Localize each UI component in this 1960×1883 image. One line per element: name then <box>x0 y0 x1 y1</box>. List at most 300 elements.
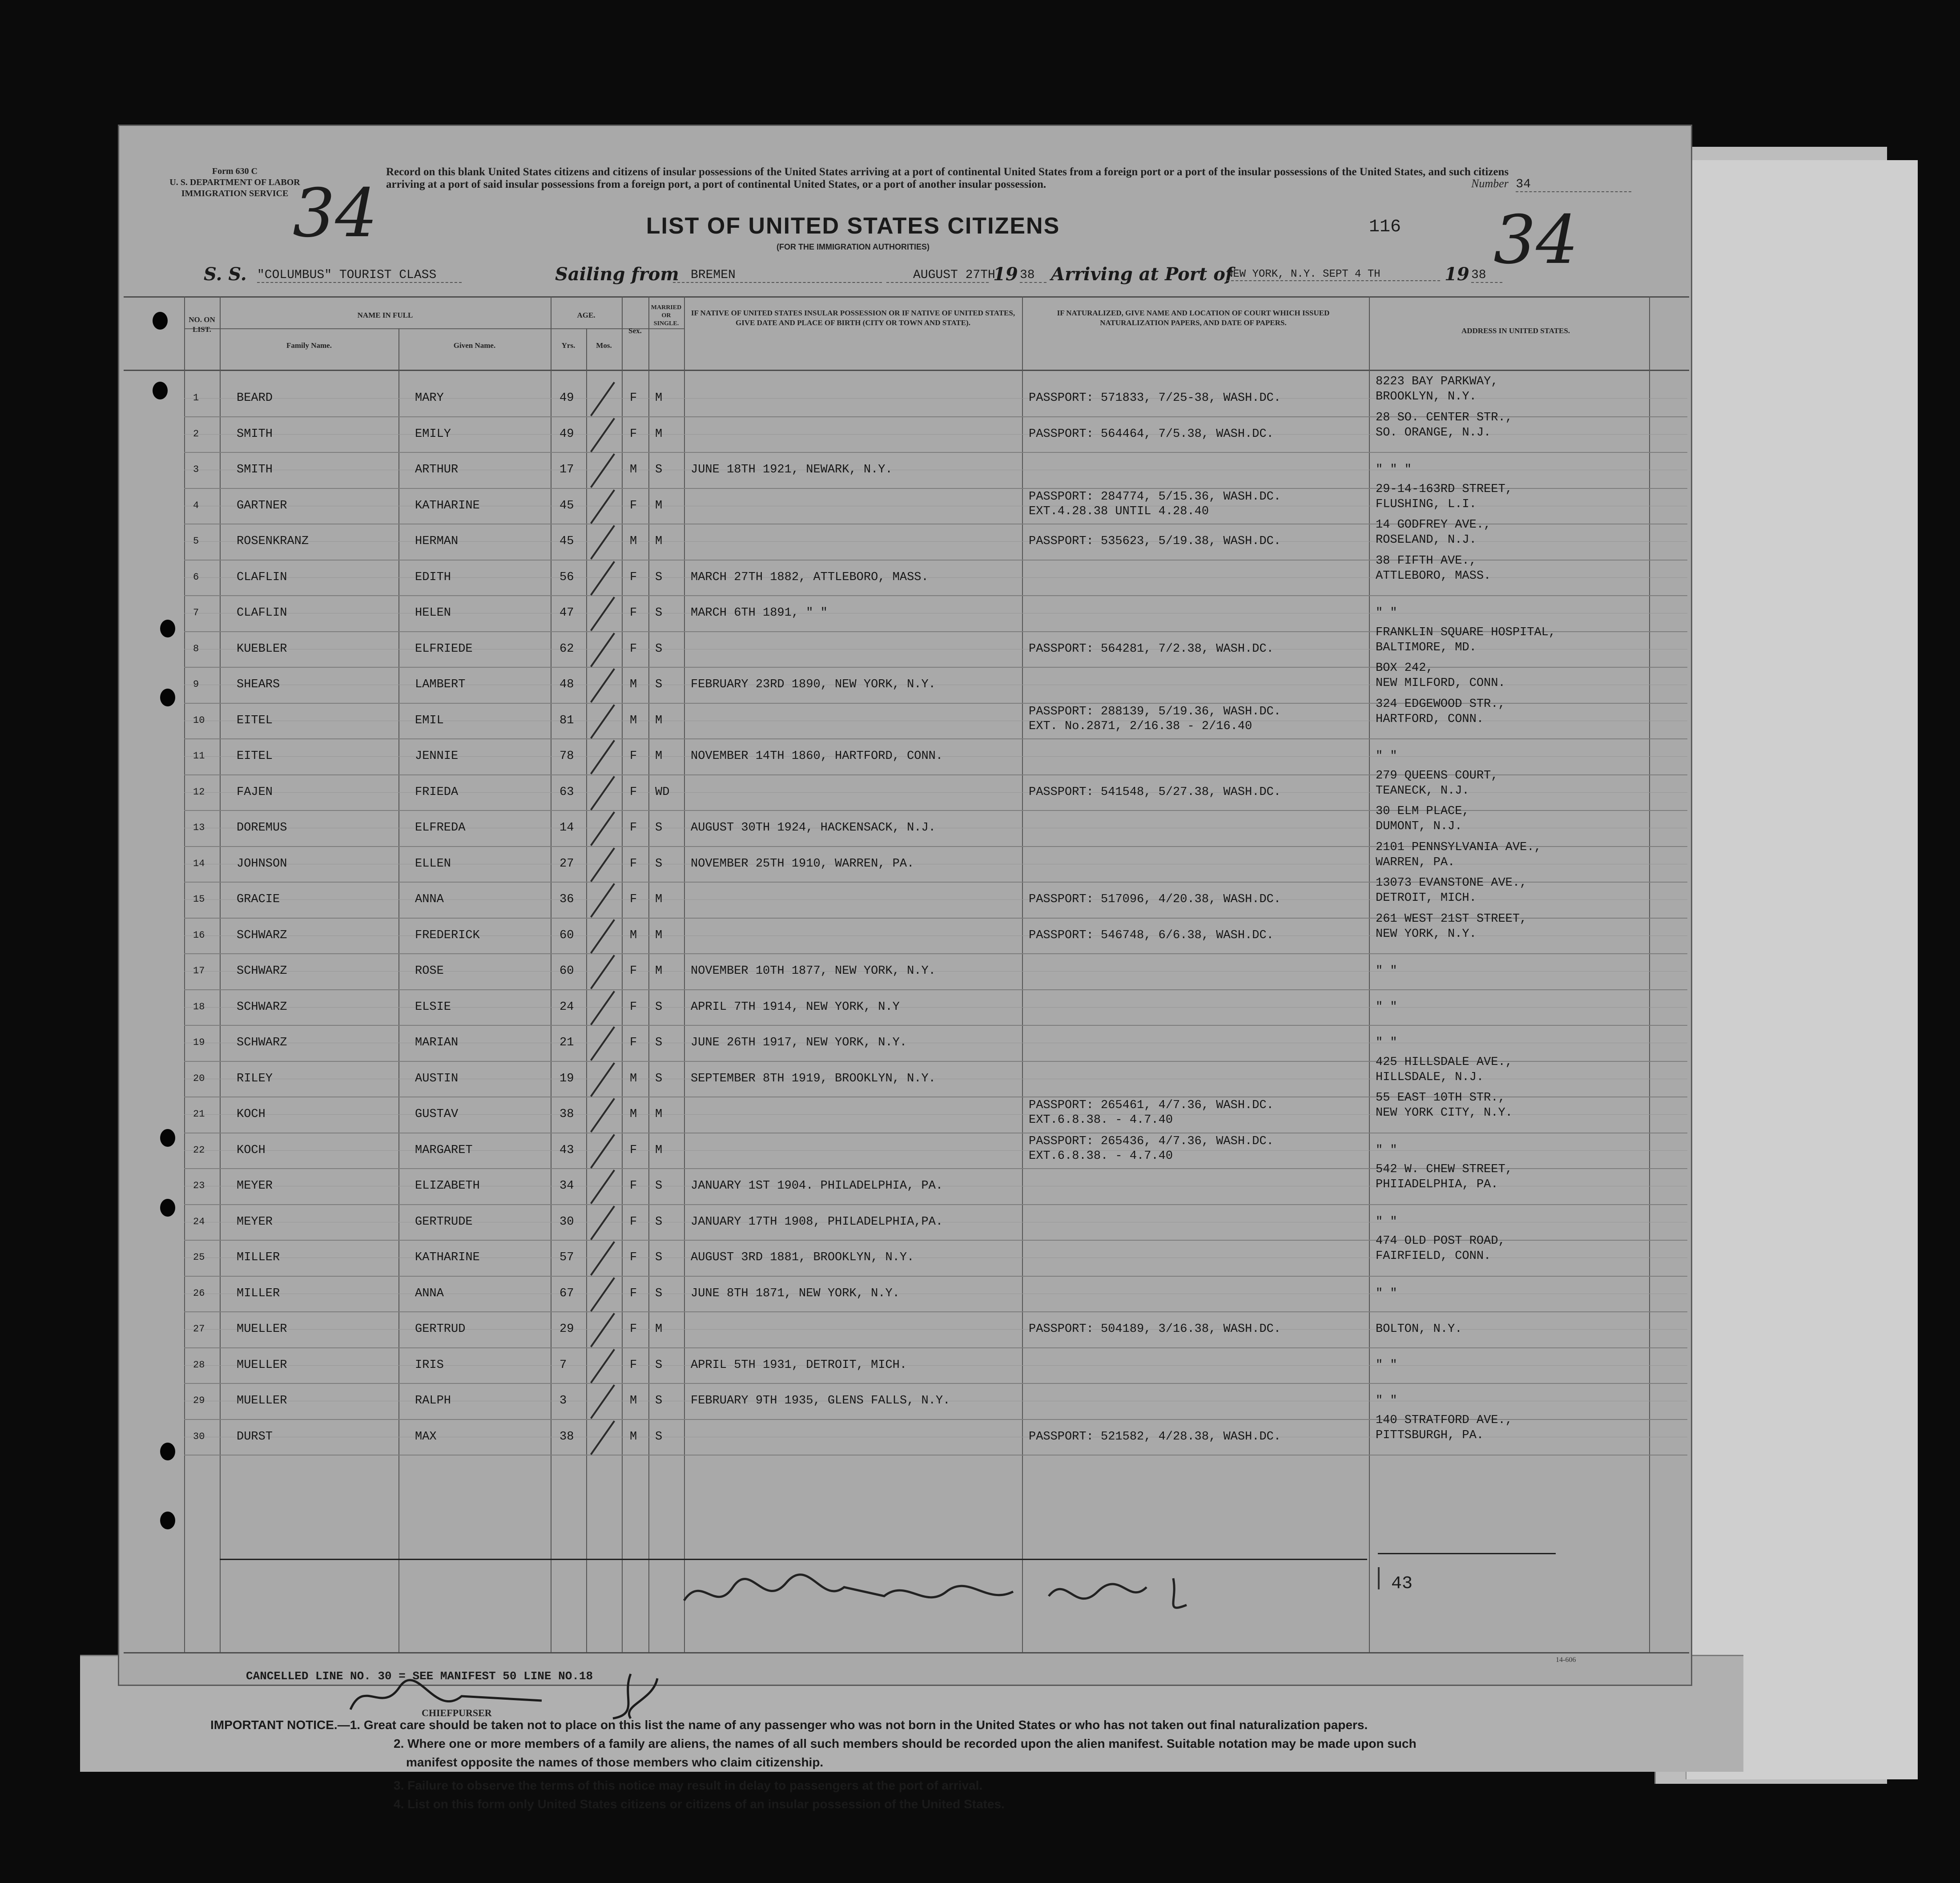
arriving-label: Arriving at Port of <box>1051 264 1233 285</box>
address-line-1: " " <box>1376 1286 1397 1300</box>
row-number: 5 <box>193 536 199 547</box>
row-number: 24 <box>193 1216 205 1227</box>
punch-hole <box>153 312 168 330</box>
birth-info: SEPTEMBER 8TH 1919, BROOKLYN, N.Y. <box>691 1072 936 1085</box>
row-number: 17 <box>193 965 205 977</box>
family-name: RILEY <box>237 1072 273 1085</box>
row-number: 16 <box>193 929 205 941</box>
family-name: EITEL <box>237 750 273 763</box>
page-stack-edge-back <box>1686 160 1918 1779</box>
birth-info: FEBRUARY 9TH 1935, GLENS FALLS, N.Y. <box>691 1394 950 1408</box>
birth-info: JANUARY 1ST 1904. PHILADELPHIA, PA. <box>691 1179 943 1193</box>
family-name: SCHWARZ <box>237 964 287 978</box>
marital-status: S <box>655 1430 663 1443</box>
address-line-2: HILLSDALE, N.J. <box>1376 1070 1484 1084</box>
given-name: RALPH <box>415 1394 451 1408</box>
row-subdivider <box>184 1150 1687 1151</box>
notice-item-2: 2. Where one or more members of a family are aliens, the names of all such members should be recorded upon the alien manifest. Suitable notation may be made upon such <box>394 1737 1417 1750</box>
sex: F <box>630 1215 637 1229</box>
ss-label: S. S. <box>204 264 247 285</box>
manifest-sheet <box>118 125 1692 1811</box>
naturalization-info: PASSPORT: 517096, 4/20.38, WASH.DC. <box>1029 893 1281 907</box>
age-years: 49 <box>559 427 574 441</box>
marital-status: S <box>655 1358 663 1372</box>
marital-status: M <box>655 1108 663 1121</box>
address-line-2: NEW YORK, N.Y. <box>1376 927 1477 941</box>
marital-status: M <box>655 1143 663 1157</box>
cancelled-note: CANCELLED LINE NO. 30 = SEE MANIFEST 50 LINE NO.18 <box>246 1669 593 1683</box>
sex: F <box>630 642 637 656</box>
address-line-2: FLUSHING, L.I. <box>1376 497 1477 511</box>
family-name: CLAFLIN <box>237 570 287 584</box>
sex: F <box>630 1143 637 1157</box>
address-line-2: TEANECK, N.J. <box>1376 784 1469 798</box>
row-divider <box>184 667 1687 668</box>
row-divider <box>184 1025 1687 1026</box>
naturalization-extension: EXT.4.28.38 UNTIL 4.28.40 <box>1029 504 1209 518</box>
service-label: IMMIGRATION SERVICE <box>181 189 289 198</box>
birth-info: JUNE 26TH 1917, NEW YORK, N.Y. <box>691 1036 907 1050</box>
given-name: ANNA <box>415 893 444 907</box>
address-line-1: " " <box>1376 1000 1397 1014</box>
row-number: 3 <box>193 464 199 476</box>
row-divider <box>184 1347 1687 1348</box>
age-years: 45 <box>559 535 574 548</box>
intro-text: Record on this blank United States citizens and citizens of insular possessions of the United States arriving at a port of continental United States from a foreign port or a port of the insular possessions of the United States, and such citizens arriving at a port of said insular possessions from a foreign port, a port of continental United States, or a port of another insular possession. <box>386 166 1509 190</box>
age-years: 14 <box>559 821 574 835</box>
address-line-2: DUMONT, N.J. <box>1376 820 1462 833</box>
sailing-from-label: Sailing from <box>555 264 679 285</box>
address-line-1: FRANKLIN SQUARE HOSPITAL, <box>1376 625 1556 639</box>
age-years: 3 <box>559 1394 567 1408</box>
marital-status: S <box>655 1179 663 1193</box>
age-years: 43 <box>559 1143 574 1157</box>
family-name: CLAFLIN <box>237 606 287 620</box>
marital-status: S <box>655 1286 663 1300</box>
month-slash-mark <box>590 489 615 524</box>
punch-hole <box>160 620 175 637</box>
age-years: 38 <box>559 1430 574 1443</box>
birth-info: JUNE 8TH 1871, NEW YORK, N.Y. <box>691 1286 900 1300</box>
family-name: MEYER <box>237 1179 273 1193</box>
address-line-1: " " <box>1376 606 1397 620</box>
age-years: 30 <box>559 1215 574 1229</box>
given-name: ELSIE <box>415 1000 451 1014</box>
header-address: ADDRESS IN UNITED STATES. <box>1461 327 1570 335</box>
handwritten-signature <box>675 1565 1342 1623</box>
address-line-1: 13073 EVANSTONE AVE., <box>1376 876 1527 890</box>
naturalization-info: PASSPORT: 288139, 5/19.36, WASH.DC. <box>1029 705 1281 718</box>
age-years: 27 <box>559 857 574 871</box>
month-slash-mark <box>590 418 615 452</box>
address-line-1: 140 STRATFORD AVE., <box>1376 1413 1513 1427</box>
row-number: 7 <box>193 607 199 619</box>
birth-info: APRIL 5TH 1931, DETROIT, MICH. <box>691 1358 907 1372</box>
marital-status: M <box>655 499 663 512</box>
header-months: Mos. <box>596 341 612 350</box>
naturalization-info: PASSPORT: 546748, 6/6.38, WASH.DC. <box>1029 928 1274 942</box>
row-number: 10 <box>193 714 205 726</box>
address-line-1: BOLTON, N.Y. <box>1376 1323 1462 1336</box>
sex: M <box>630 535 637 548</box>
notice-line-1 <box>210 1716 1368 1734</box>
punch-hole <box>160 1199 175 1217</box>
marital-status: S <box>655 1394 663 1408</box>
row-number: 27 <box>193 1323 205 1335</box>
given-name: EMIL <box>415 714 444 727</box>
family-name: SMITH <box>237 427 273 441</box>
marital-status: WD <box>655 785 670 799</box>
month-slash-mark <box>590 776 615 810</box>
month-slash-mark <box>590 1384 615 1419</box>
sex: F <box>630 606 637 620</box>
notice-item-2-continued: manifest opposite the names of those members who claim citizenship. <box>406 1755 824 1769</box>
cancelled-line-strike <box>220 1559 1367 1560</box>
sex: M <box>630 678 637 692</box>
age-years: 56 <box>559 570 574 584</box>
month-slash-mark <box>590 811 615 846</box>
given-name: EDITH <box>415 570 451 584</box>
family-name: BEARD <box>237 391 273 405</box>
address-line-2: HARTFORD, CONN. <box>1376 712 1484 726</box>
age-years: 21 <box>559 1036 574 1050</box>
family-name: SCHWARZ <box>237 1000 287 1014</box>
arrival-year-prefix: 19 <box>1445 264 1469 285</box>
age-years: 34 <box>559 1179 574 1193</box>
form-code: 14-606 <box>1556 1656 1576 1664</box>
row-divider <box>184 738 1687 739</box>
naturalization-extension: EXT.6.8.38. - 4.7.40 <box>1029 1149 1173 1163</box>
notice-item-3: 3. Failure to observe the terms of this notice may result in delay to passengers at the port of arrival. <box>394 1778 983 1792</box>
address-line-2: ATTLEBORO, MASS. <box>1376 569 1491 583</box>
given-name: IRIS <box>415 1358 444 1372</box>
marital-status: M <box>655 928 663 942</box>
family-name: DOREMUS <box>237 821 287 835</box>
age-years: 57 <box>559 1251 574 1265</box>
age-years: 7 <box>559 1358 567 1372</box>
birth-info: MARCH 6TH 1891, " " <box>691 606 828 620</box>
age-years: 63 <box>559 785 574 799</box>
month-slash-mark <box>590 1277 615 1312</box>
row-number: 22 <box>193 1144 205 1156</box>
number-value: 34 <box>1516 177 1631 192</box>
address-line-2: BROOKLYN, N.Y. <box>1376 390 1477 403</box>
family-name: SHEARS <box>237 678 280 692</box>
address-line-2: DETROIT, MICH. <box>1376 891 1477 905</box>
address-line-2: PITTSBURGH, PA. <box>1376 1428 1484 1442</box>
row-subdivider <box>184 1007 1687 1008</box>
marital-status: M <box>655 964 663 978</box>
given-name: LAMBERT <box>415 678 466 692</box>
row-divider <box>184 1455 1687 1456</box>
row-number: 23 <box>193 1180 205 1192</box>
sex: F <box>630 1036 637 1050</box>
given-name: ROSE <box>415 964 444 978</box>
handwritten-page-number-right: 34 <box>1493 202 1578 279</box>
family-name: MEYER <box>237 1215 273 1229</box>
month-slash-mark <box>590 1098 615 1133</box>
sex: F <box>630 1323 637 1336</box>
naturalization-info: PASSPORT: 541548, 5/27.38, WASH.DC. <box>1029 785 1281 799</box>
month-slash-mark <box>590 1062 615 1097</box>
row-number: 21 <box>193 1109 205 1120</box>
naturalization-info: PASSPORT: 284774, 5/15.36, WASH.DC. <box>1029 490 1281 504</box>
given-name: GERTRUD <box>415 1323 466 1336</box>
address-line-2: BALTIMORE, MD. <box>1376 641 1477 654</box>
given-name: ANNA <box>415 1286 444 1300</box>
given-name: KATHARINE <box>415 1251 480 1265</box>
row-divider <box>184 989 1687 990</box>
family-name: SMITH <box>237 463 273 477</box>
month-slash-mark <box>590 382 615 416</box>
family-name: KUEBLER <box>237 642 287 656</box>
naturalization-info: PASSPORT: 535623, 5/19.38, WASH.DC. <box>1029 535 1281 548</box>
punch-hole <box>160 1443 175 1460</box>
birth-info: FEBRUARY 23RD 1890, NEW YORK, N.Y. <box>691 678 936 692</box>
row-subdivider <box>184 971 1687 972</box>
sex: F <box>630 821 637 835</box>
age-years: 81 <box>559 714 574 727</box>
age-years: 29 <box>559 1323 574 1336</box>
row-divider <box>184 1383 1687 1384</box>
page-title: LIST OF UNITED STATES CITIZENS <box>646 213 1060 239</box>
month-slash-mark <box>590 668 615 703</box>
month-slash-mark <box>590 453 615 488</box>
number-label: Number <box>1471 177 1509 190</box>
month-slash-mark <box>590 740 615 774</box>
sex: F <box>630 785 637 799</box>
page-subtitle: (FOR THE IMMIGRATION AUTHORITIES) <box>777 242 930 251</box>
row-number: 1 <box>193 392 199 404</box>
sailing-year-prefix: 19 <box>993 264 1018 285</box>
address-line-2: ROSELAND, N.J. <box>1376 533 1477 547</box>
handwritten-page-number-left: 34 <box>293 175 378 252</box>
marital-status: M <box>655 391 663 405</box>
form-id-block <box>168 166 302 199</box>
row-subdivider <box>184 1365 1687 1366</box>
row-number: 12 <box>193 786 205 798</box>
row-divider <box>184 1311 1687 1312</box>
punch-hole <box>153 382 168 399</box>
header-family-name: Family Name. <box>286 341 332 350</box>
arrival-year: 38 <box>1471 268 1502 283</box>
number-field <box>1471 177 1658 192</box>
row-divider <box>184 452 1687 453</box>
marital-status: M <box>655 427 663 441</box>
naturalization-info: PASSPORT: 521582, 4/28.38, WASH.DC. <box>1029 1430 1281 1443</box>
given-name: KATHARINE <box>415 499 480 512</box>
address-line-2: PHIIADELPHIA, PA. <box>1376 1178 1498 1191</box>
marital-status: M <box>655 750 663 763</box>
address-line-1: 474 OLD POST ROAD, <box>1376 1234 1505 1248</box>
row-number: 4 <box>193 500 199 511</box>
row-number: 14 <box>193 858 205 869</box>
given-name: HELEN <box>415 606 451 620</box>
box-bracket <box>1378 1567 1380 1589</box>
row-divider <box>184 1276 1687 1277</box>
address-line-1: 55 EAST 10TH STR., <box>1376 1091 1505 1105</box>
age-years: 48 <box>559 678 574 692</box>
address-line-1: " " <box>1376 750 1397 763</box>
notice-item-1: —1. Great care should be taken not to place on this list the name of any passenger who was not born in the United States or who has not taken out final naturalization papers. <box>337 1718 1368 1732</box>
naturalization-info: PASSPORT: 564281, 7/2.38, WASH.DC. <box>1029 642 1274 656</box>
family-name: GARTNER <box>237 499 287 512</box>
row-number: 29 <box>193 1395 205 1407</box>
row-number: 28 <box>193 1359 205 1371</box>
marital-status: S <box>655 606 663 620</box>
given-name: MARIAN <box>415 1036 459 1050</box>
row-number: 6 <box>193 571 199 583</box>
purser-signature <box>346 1669 746 1723</box>
family-name: SCHWARZ <box>237 1036 287 1050</box>
row-number: 13 <box>193 822 205 834</box>
birth-info: APRIL 7TH 1914, NEW YORK, N.Y <box>691 1000 900 1014</box>
birth-info: MARCH 27TH 1882, ATTLEBORO, MASS. <box>691 570 929 584</box>
age-years: 17 <box>559 463 574 477</box>
sex: F <box>630 750 637 763</box>
row-number: 25 <box>193 1252 205 1263</box>
sex: M <box>630 1108 637 1121</box>
month-slash-mark <box>590 1349 615 1383</box>
sailing-year: 38 <box>1020 268 1046 283</box>
age-years: 60 <box>559 928 574 942</box>
address-line-1: " " <box>1376 1036 1397 1050</box>
row-number: 9 <box>193 679 199 690</box>
sex: M <box>630 463 637 477</box>
box-number: 43 <box>1391 1574 1413 1594</box>
address-line-1: BOX 242, <box>1376 661 1433 675</box>
marital-status: S <box>655 1000 663 1014</box>
marital-status: M <box>655 714 663 727</box>
notice-item-4: 4. List on this form only United States citizens or citizens of an insular possession of the United States. <box>394 1797 1005 1811</box>
voyage-line <box>204 264 1689 286</box>
address-line-1: " " <box>1376 1215 1397 1229</box>
naturalization-info: PASSPORT: 564464, 7/5.38, WASH.DC. <box>1029 427 1274 441</box>
naturalization-extension: EXT. No.2871, 2/16.38 - 2/16.40 <box>1029 719 1252 733</box>
form-number: Form 630 C <box>212 166 258 176</box>
naturalization-info: PASSPORT: 571833, 7/25-38, WASH.DC. <box>1029 391 1281 405</box>
given-name: ELLEN <box>415 857 451 871</box>
address-line-1: 30 ELM PLACE, <box>1376 805 1469 818</box>
family-name: GRACIE <box>237 893 280 907</box>
marital-status: S <box>655 1036 663 1050</box>
naturalization-info: PASSPORT: 265436, 4/7.36, WASH.DC. <box>1029 1134 1274 1148</box>
chief-purser-label: CHIEFPURSER <box>422 1707 492 1718</box>
given-name: HERMAN <box>415 535 459 548</box>
family-name: MUELLER <box>237 1394 287 1408</box>
month-slash-mark <box>590 1169 615 1204</box>
ship-name: "COLUMBUS" TOURIST CLASS <box>257 268 462 283</box>
punch-hole <box>160 1129 175 1147</box>
birth-info: NOVEMBER 14TH 1860, HARTFORD, CONN. <box>691 750 943 763</box>
given-name: ELIZABETH <box>415 1179 480 1193</box>
sex: F <box>630 1286 637 1300</box>
month-slash-mark <box>590 1206 615 1240</box>
family-name: FAJEN <box>237 785 273 799</box>
age-years: 78 <box>559 750 574 763</box>
header-years: Yrs. <box>561 341 576 350</box>
given-name: EMILY <box>415 427 451 441</box>
row-number: 19 <box>193 1037 205 1048</box>
address-line-2: FAIRFIELD, CONN. <box>1376 1250 1491 1263</box>
row-number: 8 <box>193 643 199 654</box>
birth-info: AUGUST 3RD 1881, BROOKLYN, N.Y. <box>691 1251 914 1265</box>
family-name: ROSENKRANZ <box>237 535 309 548</box>
address-line-1: 28 SO. CENTER STR., <box>1376 411 1513 424</box>
address-line-1: " " <box>1376 1143 1397 1157</box>
age-years: 36 <box>559 893 574 907</box>
address-line-1: 29-14-163RD STREET, <box>1376 482 1513 496</box>
address-line-1: " " <box>1376 1394 1397 1408</box>
age-years: 67 <box>559 1286 574 1300</box>
address-line-1: " " <box>1376 964 1397 978</box>
sex: M <box>630 1430 637 1443</box>
given-name: MARY <box>415 391 444 405</box>
age-years: 49 <box>559 391 574 405</box>
birth-info: JUNE 18TH 1921, NEWARK, N.Y. <box>691 463 893 477</box>
marital-status: S <box>655 1072 663 1085</box>
sex: M <box>630 714 637 727</box>
given-name: ELFRIEDE <box>415 642 473 656</box>
sex: F <box>630 427 637 441</box>
header-no: NO. ON LIST. <box>189 315 215 334</box>
header-naturalized: IF NATURALIZED, GIVE NAME AND LOCATION OF COURT WHICH ISSUED NATURALIZATION PAPERS, AND DATE OF PAPERS. <box>1057 309 1330 327</box>
punch-hole <box>160 689 175 706</box>
family-name: DURST <box>237 1430 273 1443</box>
month-slash-mark <box>590 991 615 1025</box>
month-slash-mark <box>590 1420 615 1455</box>
given-name: AUSTIN <box>415 1072 459 1085</box>
sex: F <box>630 1358 637 1372</box>
month-slash-mark <box>590 704 615 739</box>
family-name: EITEL <box>237 714 273 727</box>
sex: F <box>630 964 637 978</box>
sailing-date: AUGUST 27TH <box>886 268 989 283</box>
row-number: 2 <box>193 428 199 440</box>
sex: F <box>630 857 637 871</box>
family-name: MUELLER <box>237 1323 287 1336</box>
sex: F <box>630 570 637 584</box>
month-slash-mark <box>590 1026 615 1061</box>
given-name: ARTHUR <box>415 463 459 477</box>
address-line-1: 425 HILLSDALE AVE., <box>1376 1055 1513 1069</box>
family-name: KOCH <box>237 1108 266 1121</box>
marital-status: S <box>655 642 663 656</box>
address-line-1: 2101 PENNSYLVANIA AVE., <box>1376 840 1541 854</box>
address-line-1: 8223 BAY PARKWAY, <box>1376 375 1498 388</box>
sex: M <box>630 928 637 942</box>
row-number: 11 <box>193 750 205 762</box>
month-slash-mark <box>590 919 615 954</box>
given-name: FRIEDA <box>415 785 459 799</box>
age-years: 45 <box>559 499 574 512</box>
department-label: U. S. DEPARTMENT OF LABOR <box>169 177 300 187</box>
address-line-2: NEW YORK CITY, N.Y. <box>1376 1106 1513 1120</box>
header-given-name: Given Name. <box>453 341 496 350</box>
age-years: 38 <box>559 1108 574 1121</box>
address-line-2: NEW MILFORD, CONN. <box>1376 677 1505 690</box>
given-name: GERTRUDE <box>415 1215 473 1229</box>
sex: F <box>630 1179 637 1193</box>
arrival-port: NEW YORK, N.Y. SEPT 4 TH <box>1227 268 1440 281</box>
given-name: MARGARET <box>415 1143 473 1157</box>
birth-info: AUGUST 30TH 1924, HACKENSACK, N.J. <box>691 821 936 835</box>
family-name: MUELLER <box>237 1358 287 1372</box>
naturalization-extension: EXT.6.8.38. - 4.7.40 <box>1029 1113 1173 1127</box>
age-years: 47 <box>559 606 574 620</box>
header-native-birth: IF NATIVE OF UNITED STATES INSULAR POSSESSION OR IF NATIVE OF UNITED STATES, GIVE DATE AND PLACE OF BIRTH (CITY OR TOWN AND STATE). <box>691 309 1015 327</box>
row-divider <box>184 1204 1687 1205</box>
